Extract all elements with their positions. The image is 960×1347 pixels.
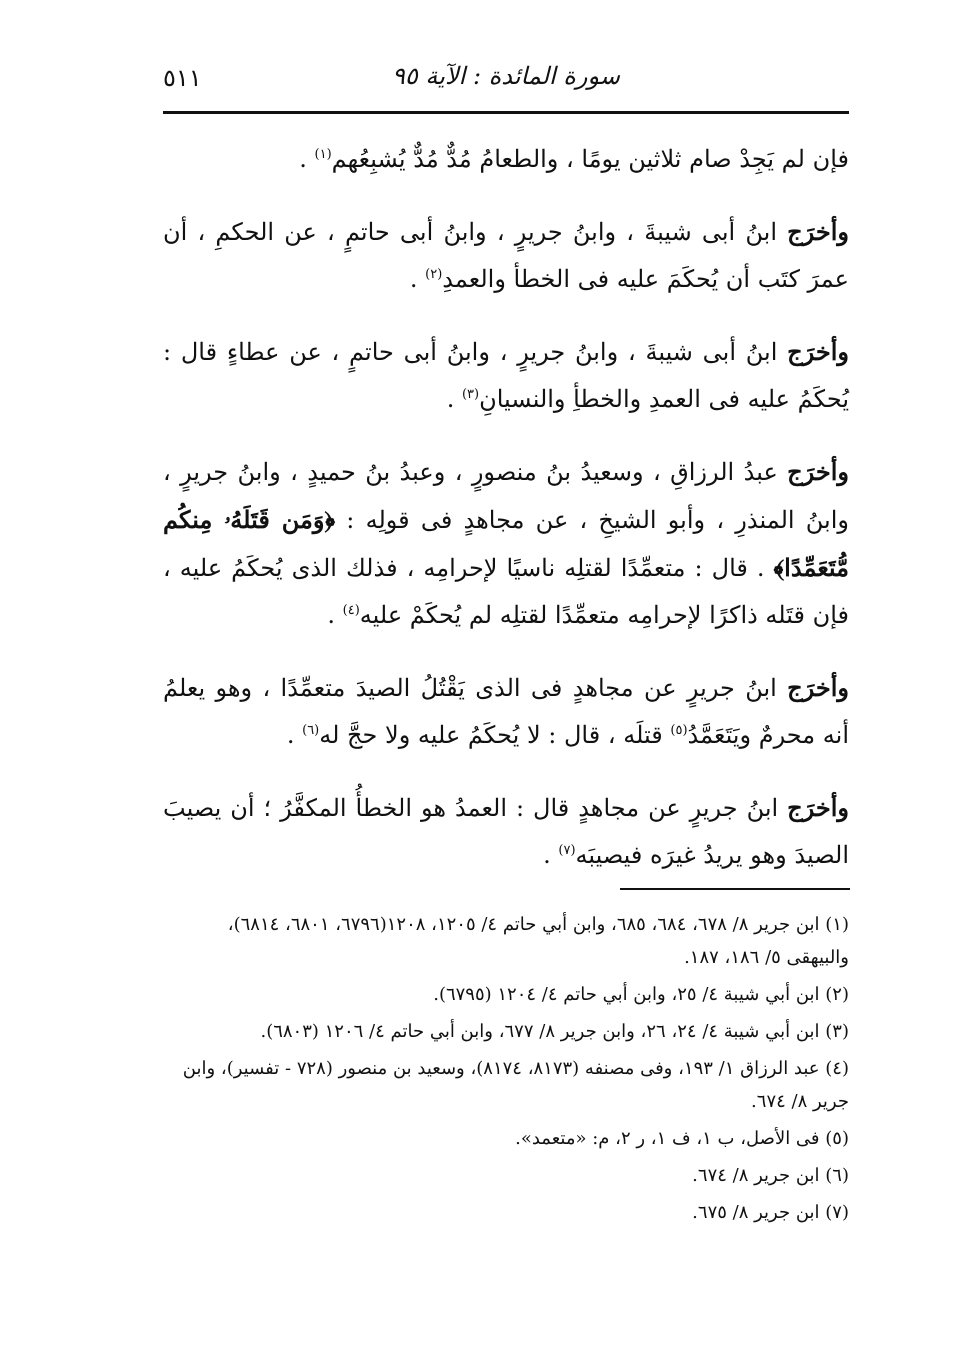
- footnote-ref[interactable]: (١): [314, 147, 332, 162]
- running-header: [163, 58, 849, 98]
- paragraph-text: فإن لم يَجِدْ صام ثلاثين يومًا ، والطعامُ مُدٌّ مُدٌّ يُشبِعُهم: [331, 145, 849, 173]
- footnote-ref[interactable]: (٢): [425, 267, 443, 282]
- page-number: ٥١١: [163, 64, 202, 92]
- quran-quote: ﴿وَمَن قَتَلَهُۥ مِنكُم مُّتَعَمِّدًا﴾: [163, 505, 849, 582]
- footnote: (٦) ابن جرير ٨/ ٦٧٤.: [692, 1165, 849, 1186]
- surah-title: سورة المائدة : الآية ٩٥: [392, 62, 620, 90]
- footnote-ref[interactable]: (٤): [342, 603, 360, 618]
- footnote-ref[interactable]: (٥): [670, 723, 688, 738]
- paragraph: [163, 664, 849, 759]
- paragraph-text: ابنُ أبى شيبةَ ، وابنُ جريرٍ ، وابنُ أبى حاتمٍ ، عن عطاءٍ قال : يُحكَمُ عليه فى العمدِ والخطأِ والنسيانِ: [163, 338, 849, 413]
- footnote-ref[interactable]: (٣): [461, 387, 480, 402]
- paragraph-text: ابنُ جريرٍ عن مجاهدٍ قال : العمدُ هو الخطأُ المكفَّرُ ؛ أن يصيبَ الصيدَ وهو يريدُ غيرَه فيصيبَه: [163, 794, 849, 869]
- paragraph: [163, 784, 849, 879]
- footnote: (٥) فى الأصل، ب ١، ف ١، ر ٢، م: «متعمد».: [515, 1128, 849, 1149]
- footnote: (٧) ابن جرير ٨/ ٦٧٥.: [692, 1202, 849, 1223]
- paragraph-end: .: [286, 721, 303, 749]
- paragraph-end: .: [543, 841, 559, 869]
- paragraph-end: .: [327, 601, 343, 629]
- paragraph-lead: وأخرَج: [787, 793, 849, 822]
- paragraph-lead: وأخرَج: [787, 337, 849, 366]
- footnote-rule: [620, 888, 850, 890]
- paragraph: [163, 136, 849, 183]
- footnote: (٣) ابن أبي شيبة ٤/ ٢٤، ٢٦، وابن جرير ٨/ ٦٧٧، وابن أبي حاتم ٤/ ١٢٠٦ (٦٨٠٣).: [260, 1021, 849, 1042]
- paragraph-text-cont: . قال : متعمِّدًا لقتلِه ناسيًا لإحرامِه ، فذلك الذى يُحكَمُ عليه ، فإن قتَله ذاكرًا لإحرامِه متعمِّدًا لقتلِه لم يُحكَمْ عليه: [163, 554, 849, 629]
- footnote-ref[interactable]: (٦): [302, 723, 320, 738]
- paragraph-end: .: [409, 265, 426, 293]
- paragraph-text: عبدُ الرزاقِ ، وسعيدُ بنُ منصورٍ ، وعبدُ بنُ حميدٍ ، وابنُ جريرٍ ، وابنُ المنذرِ ، وأبو الشيخِ ، عن مجاهدٍ فى قولِه :: [163, 458, 849, 534]
- paragraph-text-cont: قتلَه ، قال : لا يُحكَمُ عليه ولا حجَّ له: [319, 721, 671, 749]
- paragraph-end: .: [446, 385, 462, 413]
- paragraph-end: .: [299, 145, 315, 173]
- paragraph-text: ابنُ أبى شيبةَ ، وابنُ جريرٍ ، وابنُ أبى حاتمٍ ، عن الحكمِ ، أن عمرَ كتَب أن يُحكَمَ عليه فى الخطأ والعمدِ: [163, 218, 849, 293]
- paragraph-lead: وأخرَج: [787, 457, 849, 486]
- footnote: (١) ابن جرير ٨/ ٦٧٨، ٦٨٤، ٦٨٥، وابن أبي حاتم ٤/ ١٢٠٥، ١٢٠٨(٦٧٩٦، ٦٨٠١، ٦٨١٤)، والبيهقى ٥/ ١٨٦، ١٨٧.: [227, 914, 849, 968]
- header-rule: [163, 111, 849, 114]
- footnote: (٤) عبد الرزاق ١/ ١٩٣، وفى مصنفه (٨١٧٣، ٨١٧٤)، وسعيد بن منصور (٧٢٨ - تفسير)، وابن جرير ٨/ ٦٧٤.: [182, 1058, 849, 1112]
- footnotes: [163, 908, 849, 1233]
- paragraph: [163, 448, 849, 639]
- paragraph-lead: وأخرَج: [787, 673, 849, 702]
- footnote-ref[interactable]: (٧): [558, 843, 576, 858]
- paragraph: [163, 208, 849, 303]
- paragraph-text: ابنُ جريرٍ عن مجاهدٍ فى الذى يَقْتُلُ الصيدَ متعمِّدًا ، وهو يعلمُ أنه محرمٌ ويَتَعَمَّدُ: [163, 674, 849, 749]
- main-text: [163, 136, 849, 904]
- paragraph-lead: وأخرَج: [787, 217, 849, 246]
- paragraph: [163, 328, 849, 423]
- footnote: (٢) ابن أبي شيبة ٤/ ٢٥، وابن أبي حاتم ٤/ ١٢٠٤ (٦٧٩٥).: [433, 984, 849, 1005]
